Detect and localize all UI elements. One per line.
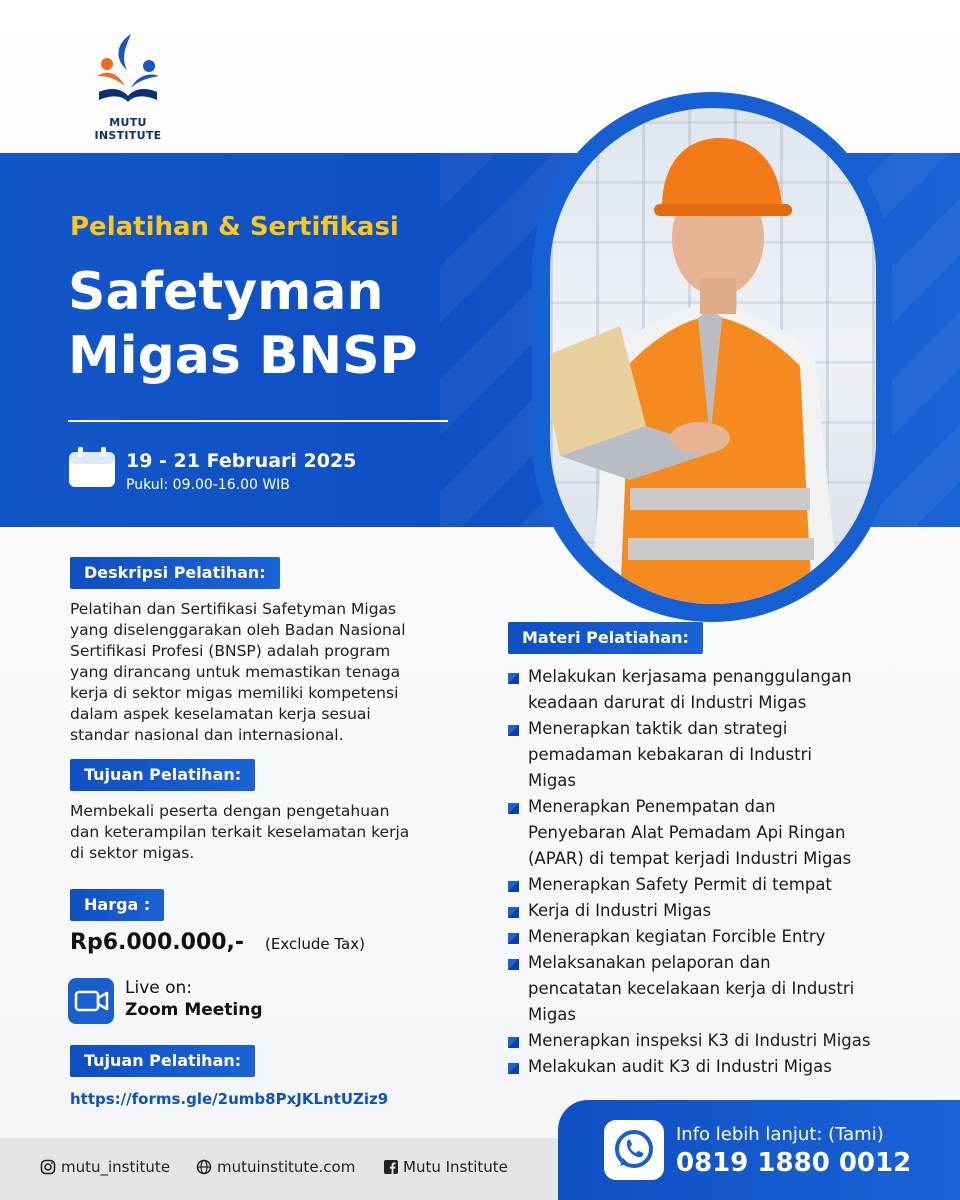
bullet-square-icon [508,959,519,970]
hero-subtitle: Pelatihan & Sertifikasi [70,212,399,242]
bullet-square-icon [508,1037,519,1048]
materials-item [508,872,928,898]
hero-divider [68,420,448,422]
footer-facebook[interactable] [384,1158,508,1176]
price-value: Rp6.000.000,- [70,930,245,955]
materials-item-line: pencatatan kecelakaan kerja di Industri [528,979,855,998]
brand-name: MUTU INSTITUTE [94,116,162,142]
materials-item-line: Migas [528,771,577,790]
bullet-square-icon [508,881,519,892]
materials-item [508,664,928,716]
materials-item-line: Menerapkan Penempatan dan [528,797,776,816]
event-time: Pukul: 09.00-16.00 WIB [126,477,290,493]
live-platform: Zoom Meeting [125,1000,263,1020]
description-heading: Deskripsi Pelatihan: [70,557,280,589]
instagram-icon [40,1159,56,1175]
bullet-square-icon [508,803,519,814]
bullet-square-icon [508,725,519,736]
bullet-square-icon [508,1063,519,1074]
materials-item-line: pemadaman kebakaran di Industri [528,745,812,764]
materials-item [508,924,928,950]
price-heading: Harga : [70,889,164,921]
materials-item [508,794,928,872]
materials-item-line: Melakukan kerjasama penanggulangan [528,667,852,686]
materials-list [508,664,928,1080]
materials-item [508,716,928,794]
event-date: 19 - 21 Februari 2025 [126,450,357,472]
materials-item-line: Melaksanakan pelaporan dan [528,953,771,972]
description-text: Pelatihan dan Sertifikasi Safetyman Migas yang diselenggarakan oleh Badan Nasional Sertifikasi Profesi (BNSP) adalah program yang dirancang untuk memastikan tenaga kerja di sektor migas memiliki kompetensi dalam aspek keselamatan kerja sesuai standar nasional dan internasional. [70,600,406,744]
hero-title-line2: Migas BNSP [68,326,418,386]
materials-item-line: Kerja di Industri Migas [528,901,712,920]
materials-item-line: keadaan darurat di Industri Migas [528,693,807,712]
materials-item [508,950,928,1028]
footer-website[interactable] [196,1158,355,1176]
calendar-icon [68,446,116,488]
worker-photo [550,108,876,604]
instagram-handle: mutu_institute [61,1158,171,1176]
whatsapp-icon[interactable] [604,1120,664,1180]
materials-item-line: Menerapkan Safety Permit di tempat [528,875,832,894]
video-camera-icon [68,978,114,1024]
globe-icon [196,1159,212,1175]
contact-phone[interactable]: 0819 1880 0012 [676,1148,912,1178]
safety-worker-image [550,108,876,604]
materials-item-line: (APAR) di tempat kerjadi Industri Migas [528,849,852,868]
materials-heading: Materi Pelatiahan: [508,622,703,654]
mutu-logo-icon [93,30,163,114]
bullet-square-icon [508,907,519,918]
materials-item [508,898,928,924]
materials-item-line: Melakukan audit K3 di Industri Migas [528,1057,832,1076]
price-note: (Exclude Tax) [265,935,365,953]
registration-link[interactable]: https://forms.gle/2umb8PxJKLntUZiz9 [70,1090,389,1108]
hero-title-line1: Safetyman [68,262,384,322]
bullet-square-icon [508,673,519,684]
materials-item-line: Menerapkan inspeksi K3 di Industri Migas [528,1031,871,1050]
facebook-icon [384,1160,398,1174]
website-url: mutuinstitute.com [217,1158,356,1176]
brand-logo [78,30,178,142]
facebook-page: Mutu Institute [403,1158,508,1176]
objective-text: Membekali peserta dengan pengetahuan dan keterampilan terkait keselamatan kerja di sektor migas. [70,802,410,862]
live-label: Live on: [125,978,193,998]
footer-instagram[interactable] [40,1158,170,1176]
bullet-square-icon [508,933,519,944]
materials-item [508,1054,928,1080]
materials-item-line: Penyebaran Alat Pemadam Api Ringan [528,823,846,842]
hero-title [68,260,468,388]
materials-item-line: Migas [528,1005,577,1024]
objective-heading: Tujuan Pelatihan: [70,759,255,791]
materials-item [508,1028,928,1054]
registration-heading: Tujuan Pelatihan: [70,1045,255,1077]
materials-item-line: Menerapkan taktik dan strategi [528,719,788,738]
contact-label: Info lebih lanjut: (Tami) [676,1124,884,1145]
materials-item-line: Menerapkan kegiatan Forcible Entry [528,927,826,946]
